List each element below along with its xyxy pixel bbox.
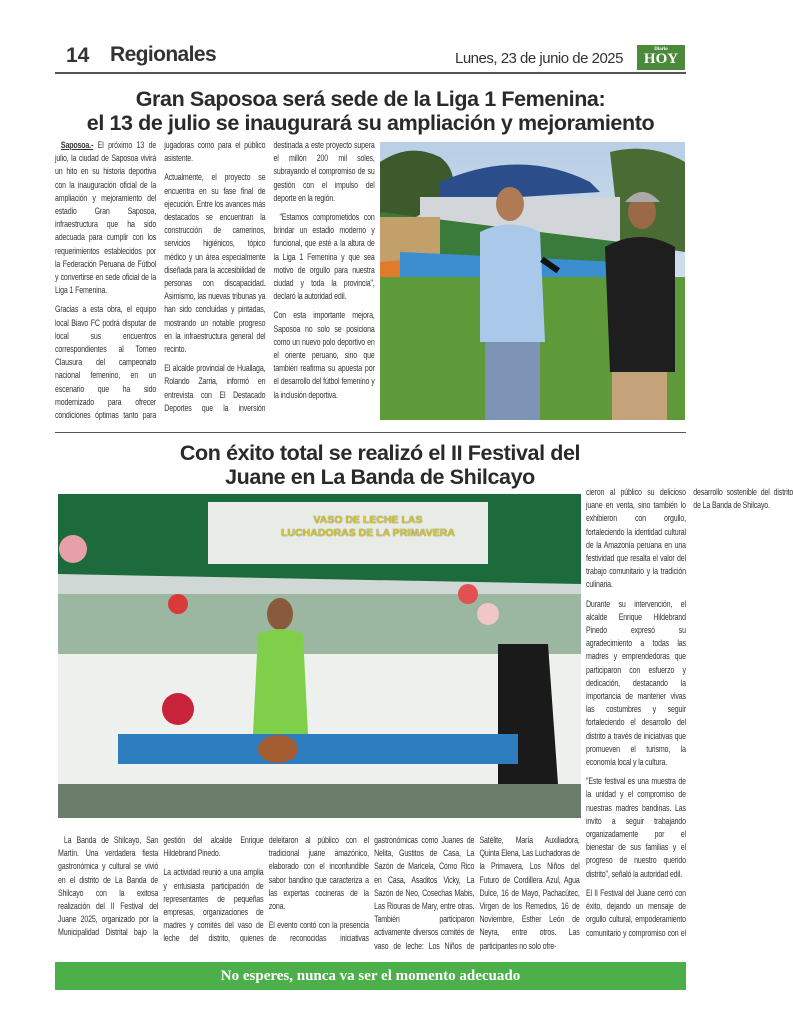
article2-paragraph: El evento contó con la presencia de reconocidas iniciativas gastronómicas como Juanes de Nelita, Gustitos de Casa, La Sazón de Maricela, Como Rico en Casa, Asaditos Vicky, La Sazón de Neo, Cosechas Mabis, Las Riouras de Mary, entre otras. También participaron activamente diversos comités de vaso de leche: Los Niños de Satélite, María Auxiliadora, Quinta Elena, Las Luchadoras de la Primavera, Los Niños del Futuro de Cordillera Azul, Agua Dulce, 16 de Mayo, Pachacútec, Virgen de los Remedios, 16 de Noviembre, Esther León de Neyra, entre otros. Las participantes no solo ofre- xyxy=(268,835,580,952)
page-number: 14 xyxy=(66,44,90,67)
diario-hoy-logo xyxy=(637,45,685,70)
article2-paragraph: El II Festival del Juane cerró con éxito, dejando un mensaje de orgullo cultural, empoderamiento comunitario y compromiso con el desarrollo sostenible del distrito de La Banda de Shilcayo. xyxy=(586,487,793,939)
article2-right-column-frame xyxy=(586,486,793,958)
issue-date: Lunes, 23 de junio de 2025 xyxy=(455,50,623,67)
article2-paragraph: La Banda de Shilcayo, San Martín. Una verdadera fiesta gastronómica y cultural se vivió en el distrito de La Banda de Shilcayo con la exitosa realización del II Festival del Juane 2025, organizado por la Municipalidad Distrital bajo la gestión del alcalde Enrique Hildebrand Pinedo. xyxy=(58,835,264,939)
header-divider xyxy=(55,72,686,74)
article1-paragraph: Con esta importante mejora, Saposoa no solo se posiciona como un nuevo polo deportivo en el oriente peruano, sino que también reafirma su apuesta por el desarrollo del fútbol femenino y la inclusión deportiva. xyxy=(273,310,375,401)
article1-paragraph: El alcalde provincial de Huallaga, Rolando Zarria, informó en entrevista con El Destacado Deportes que la inversión destinada a este proyecto supera el millón 200 mil soles, subrayando el compromiso de su gestión con el impulso del deporte en la región. xyxy=(164,140,375,414)
article1-body xyxy=(55,139,375,425)
article2-headline-line1: Con éxito total se realizó el II Festival del xyxy=(179,441,581,465)
article1-paragraph: Actualmente, el proyecto se encuentra en su fase final de ejecución. Entre los avances más destacados se encuentran la construcción de camerinos, servicios higiénicos, tópico médico y un área especialmente diseñada para la accesibilidad de personas con discapacidad. Asimismo, las nuevas tribunas ya han sido concluidas y pintadas, mostrando un notable progreso en la infraestructura general del recinto. xyxy=(164,172,266,356)
article2-headline xyxy=(55,441,705,489)
article1-paragraph: "Estamos comprometidos con brindar un estadio moderno y funcional, que esté a la altura de la Liga 1 Femenina y que sea motivo de orgullo para nuestra ciudad y toda la provincia", declaró la autoridad edil. xyxy=(273,212,375,303)
logo-small-text: Diario xyxy=(654,47,668,52)
article1-body-frame xyxy=(55,139,375,425)
stadium-interview-photo xyxy=(380,142,685,420)
section-title: Regionales xyxy=(110,43,217,66)
article2-body-right-column xyxy=(586,486,793,958)
article2-body xyxy=(58,834,580,958)
photo-sign xyxy=(263,514,473,540)
footer-banner: No esperes, nunca va ser el momento adecuado xyxy=(55,962,686,990)
article1-dateline: Saposoa.- xyxy=(60,140,94,151)
logo-big-text: HOY xyxy=(643,51,679,67)
article2-body-frame xyxy=(58,834,580,958)
article1-paragraph: Saposoa.- El próximo 13 de julio, la ciudad de Saposoa vivirá un hito en su historia deportiva con la inauguración oficial de la ampliación y mejoramiento del estadio Gran Saposoa, infraestructura que ha sido adecuada para cumplir con los requerimientos establecidos por la Federación Peruana de Fútbol y convertirse en sede oficial de la Liga 1 Femenina. xyxy=(55,140,157,297)
article2-headline-line2: Juane en La Banda de Shilcayo xyxy=(225,465,535,489)
article-divider xyxy=(55,432,686,433)
article2-paragraph: "Este festival es una muestra de la unidad y el compromiso de nuestras madres bandinas. Las invito a seguir trabajando organizadamente por el bienestar de sus familias y el progreso de nuestro querido distrito", señaló la autoridad edil. xyxy=(586,776,686,880)
article1-headline xyxy=(55,87,686,135)
article1-headline-line2: el 13 de julio se inaugurará su ampliación y mejoramiento xyxy=(86,111,655,135)
article2-paragraph: La actividad reunió a una amplia y entusiasta participación de representantes de pequeñas empresas, organizaciones de madres y comités del vaso de leche del distrito, quienes deleitaron al público con el tradicional juane amazónico, elaborado con el inconfundible sabor bandino que caracteriza a las expertas cocineras de la zona. xyxy=(163,835,369,945)
article2-paragraph: Durante su intervención, el alcalde Enrique Hildebrand Pinedo expresó su agradecimiento a todas las madres y emprendedoras que participaron con esfuerzo y dedicación, destacando la importancia de mantener vivas las costumbres y seguir fortaleciendo el desarrollo del distrito a través de iniciativas que promueven el turismo, la economía local y la cultura. xyxy=(586,598,686,769)
article2-paragraph: cieron al público su delicioso juane en venta, sino también lo exhibieron con orgullo, fortaleciendo la identidad cultural de la Amazonía peruana en una festividad que resalta el valor del trabajo comunitario y la tradición culinaria. xyxy=(586,487,686,591)
article1-headline-line1: Gran Saposoa será sede de la Liga 1 Femenina: xyxy=(135,87,606,111)
photo-sign-line2: LUCHADORAS DE LA PRIMAVERA xyxy=(281,527,455,539)
article1-paragraph: Gracias a esta obra, el equipo local Biavo FC podrá disputar de local sus encuentros correspondientes al Torneo Clausura del campeonato nacional femenino, en un escenario que ha sido modernizado para ofrecer condiciones óptimas tanto para jugadoras como para el público asistente. xyxy=(55,140,266,422)
juane-festival-photo xyxy=(58,494,581,818)
photo-sign-line1: VASO DE LECHE LAS xyxy=(313,514,423,526)
